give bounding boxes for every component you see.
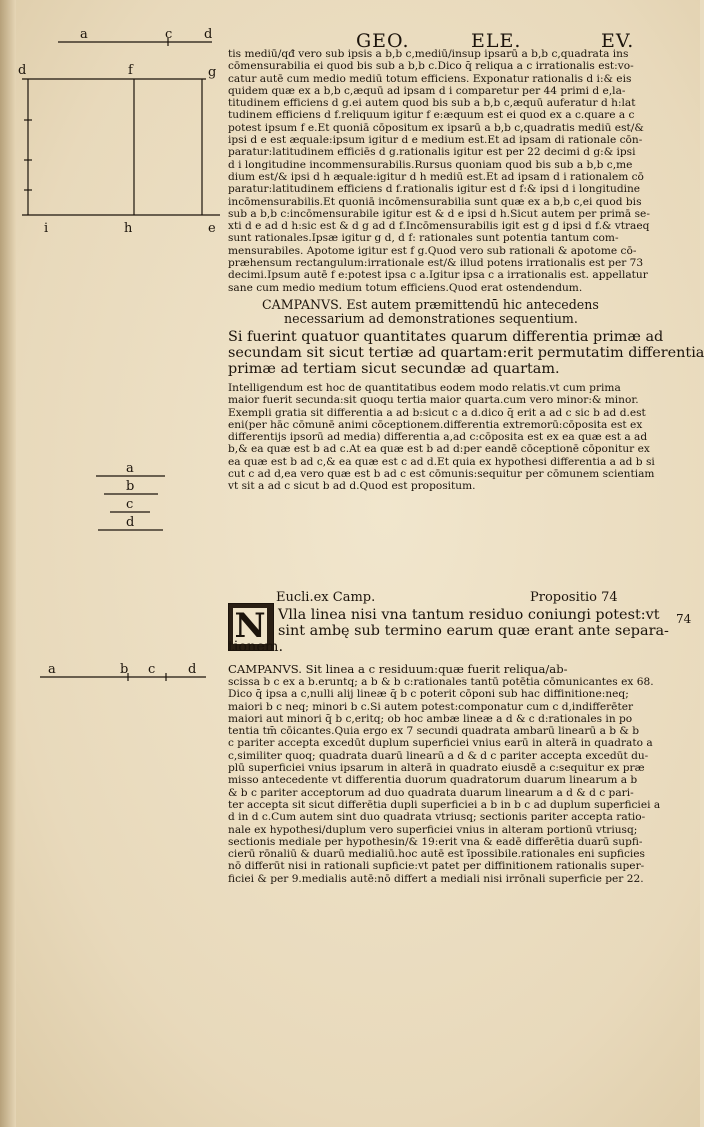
text-line: cōmensurabilia ei quod bis sub a b,b c.Dico q̄ reliqua a c irrationalis est:vo- xyxy=(228,60,634,73)
text-block-3 xyxy=(228,662,680,885)
text-line: xti d e ad d h:sic est & d g ad d f.Incōmensurabilis igit est g d ipsi d f.& vtraeq xyxy=(228,220,650,233)
text-line: necessarium ad demonstrationes sequentium. xyxy=(284,311,578,326)
text-line: maiori b c neq; minori b c.Si autem potest:componatur cum c d,indifferēter xyxy=(228,700,634,713)
text-block-2 xyxy=(228,382,680,493)
text-line: paratur:latitudinem efficiēs d g.rationalis igitur est per 22 decimi d g:& ipsi xyxy=(228,146,636,159)
text-line: sunt rationales.Ipsæ igitur g d, d f: rationales sunt potentia tantum com- xyxy=(228,232,619,245)
initial-letter: N xyxy=(234,606,266,646)
text-line: Exempli gratia sit differentia a ad b:sicut c a d.dico q̄ erit a ad c sic b ad d.est xyxy=(228,406,646,419)
text-line: & b c pariter acceptorum ad duo quadrata duarum linearum a d & d c pari- xyxy=(228,786,634,799)
text-line: nale ex hypothesi/duplum vero superficiei vnius in alteram portionū vtriusq; xyxy=(228,823,638,836)
text-line: tudinem efficiens d f.reliquum igitur f e:æquum est ei quod ex a c.quare a c xyxy=(228,109,635,122)
label-c-bottom: c xyxy=(148,662,156,677)
text-line: paratur:latitudinem efficiens d f.rationalis igitur est d f:& ipsi d i longitudine xyxy=(228,183,641,196)
text-line: scissa b c ex a b.eruntq; a b & b c:rationales tantū potētia cōmunicantes ex 68. xyxy=(228,676,654,688)
text-line: d in d c.Cum autem sint duo quadrata vtriusq; sectionis pariter accepta ratio- xyxy=(228,811,646,824)
text-block-1 xyxy=(228,48,680,294)
label-a: a xyxy=(80,27,88,42)
text-line: tis mediū/qđ vero sub ipsis a b,b c,mediū/insup ipsarū a b,b c,quadrata ins xyxy=(228,48,629,60)
label-b-mid: b xyxy=(126,479,135,494)
text-line: quidem quæ ex a b,b c,æquū ad ipsam d i comparetur per 44 primi d e,la- xyxy=(228,84,626,97)
text-line: Dico q̄ ipsa a c,nulli alij lineæ q̄ b c poterit cōponi sub hac diffinitione:neq; xyxy=(228,688,629,701)
text-line: dium est/& ipsi d h æquale:igitur d h mediū est.Et ad ipsam d i rationalem cō xyxy=(228,170,644,183)
text-line: c,similiter quoq; quadrata duarū linearū a d & d c pariter accepta excedūt du- xyxy=(228,749,649,762)
text-line: Intelligendum est hoc de quantitatibus eodem modo relatis.vt cum prima xyxy=(228,382,621,394)
text-line: incōmensurabilis.Et quoniā incōmensurabilia sunt quæ ex a b,b c,ei quod bis xyxy=(228,195,642,208)
text-line: cut c ad d,ea vero quæ est b ad c est cōmunis:sequitur per cōmunem scientiam xyxy=(228,468,655,481)
proposition-74-statement xyxy=(228,607,678,655)
label-c-mid: c xyxy=(126,497,134,512)
text-line: CAMPANVS. Est autem præmittendū hic antecedens xyxy=(262,297,599,312)
text-line: secundam sit sicut tertiæ ad quartam:erit permutatim differentia xyxy=(228,344,704,361)
text-line: sane cum medio medium totum efficiens.Quod erat ostendendum. xyxy=(228,281,583,294)
text-line: tionem. xyxy=(228,638,284,655)
text-line: mensurabiles. Apotome igitur est f g.Quod vero sub rationali & apotome cō- xyxy=(228,244,637,257)
label-d-rect: d xyxy=(18,63,27,78)
text-line: cierū rōnaliū & duarū medialiū.hoc autē est īpossibile.rationales eni supficies xyxy=(228,848,645,861)
text-line: misso antecedente vt differentia duorum quadratorum duarum linearum a b xyxy=(228,774,638,787)
text-line: vt sit a ad c sicut b ad d.Quod est propositum. xyxy=(228,480,476,493)
label-a-mid: a xyxy=(126,461,134,476)
text-line: b,& ea quæ est b ad c.At ea quæ est b ad d:per eandē cōceptionē cōponitur ex xyxy=(228,443,650,456)
text-line: differentijs ipsorū ad media) differentia a,ad c:cōposita est ex ea quæ est a ad xyxy=(228,431,648,444)
caption-right: Propositio 74 xyxy=(530,590,618,605)
campanus-intro xyxy=(262,298,682,326)
text-line: c pariter accepta excedūt duplum superficiei vnius earū in alterā in quadrato a xyxy=(228,737,653,750)
text-line: d i longitudine incommensurabilis.Rursus quoniam quod bis sub a b,b c,me xyxy=(228,158,633,171)
text-line: ipsi d e est æquale:ipsum igitur d e medium est.Et ad ipsam di rationale cōn- xyxy=(228,134,643,147)
text-line: eni(per hāc cōmunē animi cōceptionem.differentia extremorū:cōposita est ex xyxy=(228,418,643,431)
label-d: d xyxy=(204,27,213,42)
text-line: sub a b,b c:incōmensurabile igitur est & d e ipsi d h.Sicut autem per primā se- xyxy=(228,207,650,220)
text-line: titudinem efficiens d g.ei autem quod bis sub a b,b c,æquū auferatur d h:lat xyxy=(228,97,636,110)
text-line: tentia tm̄ cōicantes.Quia ergo ex 7 secundi quadrata ambarū linearū a b & b xyxy=(228,725,640,738)
label-h: h xyxy=(124,221,133,236)
text-line: CAMPANVS. Sit linea a c residuum:quæ fuerit reliqua/ab- xyxy=(228,662,568,676)
text-line: Vlla linea nisi vna tantum residuo coniungi potest:vt xyxy=(278,607,660,623)
header-mid: ELE. xyxy=(471,30,522,52)
margin-number: 74 xyxy=(676,612,692,626)
text-line: maiori aut minori q̄ b c,eritq; ob hoc ambæ lineæ a d & c d:rationales in po xyxy=(228,712,633,725)
theorem-statement xyxy=(228,329,704,377)
text-line: præhensum rectangulum:irrationale est/& illud potens irrationalis est per 73 xyxy=(228,257,644,270)
text-line: Si fuerint quatuor quantitates quarum differentia primæ ad xyxy=(228,329,664,345)
label-g: g xyxy=(208,65,217,80)
geometric-figures xyxy=(0,0,228,720)
header-left: GEO. xyxy=(356,30,410,52)
text-line: sint ambę sub termino earum quæ erant ante separa- xyxy=(278,622,669,639)
label-f: f xyxy=(128,63,133,78)
text-line: nō differūt nisi in rationali supficie:vt patet per diffinitionem rationalis super- xyxy=(228,860,645,873)
text-line: sectionis mediale per hypothesin/& 19:erit vna & eadē differētia duarū supfi- xyxy=(228,835,643,848)
label-e: e xyxy=(208,221,216,236)
header-right: EV. xyxy=(601,30,635,52)
text-line: decimi.Ipsum autē f e:potest ipsa c a.Igitur ipsa c a irrationalis est. appellatur xyxy=(228,269,648,282)
text-line: primæ ad tertiam sicut secundæ ad quartam. xyxy=(228,360,560,377)
label-b-bottom: b xyxy=(120,662,129,677)
label-a-bottom: a xyxy=(48,662,56,677)
text-line: catur autē cum medio mediū totum efficiens. Exponatur rationalis d i:& eis xyxy=(228,72,632,85)
text-line: ea quæ est b ad c,& ea quæ est c ad d.Et quia ex hypothesi differentia a ad b si xyxy=(228,455,655,468)
text-line: potest ipsum f e.Et quoniā cōpositum ex ipsarū a b,b c,quadratis mediū est/& xyxy=(228,121,644,134)
text-line: plū superficiei vnius ipsarum in alterā in quadrato eiusdē a c:sequitur ex præ xyxy=(228,762,645,775)
label-i: i xyxy=(44,221,49,236)
text-line: ter accepta sit sicut differētia dupli superficiei a b in b c ad duplum superficiei a xyxy=(228,798,661,811)
label-d-mid: d xyxy=(126,515,135,530)
text-line: ficiei & per 9.medialis autē:nō differt a mediali nisi irrōnali superficie per 22. xyxy=(228,872,644,885)
caption-left: Eucli.ex Camp. xyxy=(276,590,376,605)
label-c: c xyxy=(165,27,173,42)
label-d-bottom: d xyxy=(188,662,197,677)
text-line: maior fuerit secunda:sit quoqu tertia maior quarta.cum vero minor:& minor. xyxy=(228,394,639,407)
